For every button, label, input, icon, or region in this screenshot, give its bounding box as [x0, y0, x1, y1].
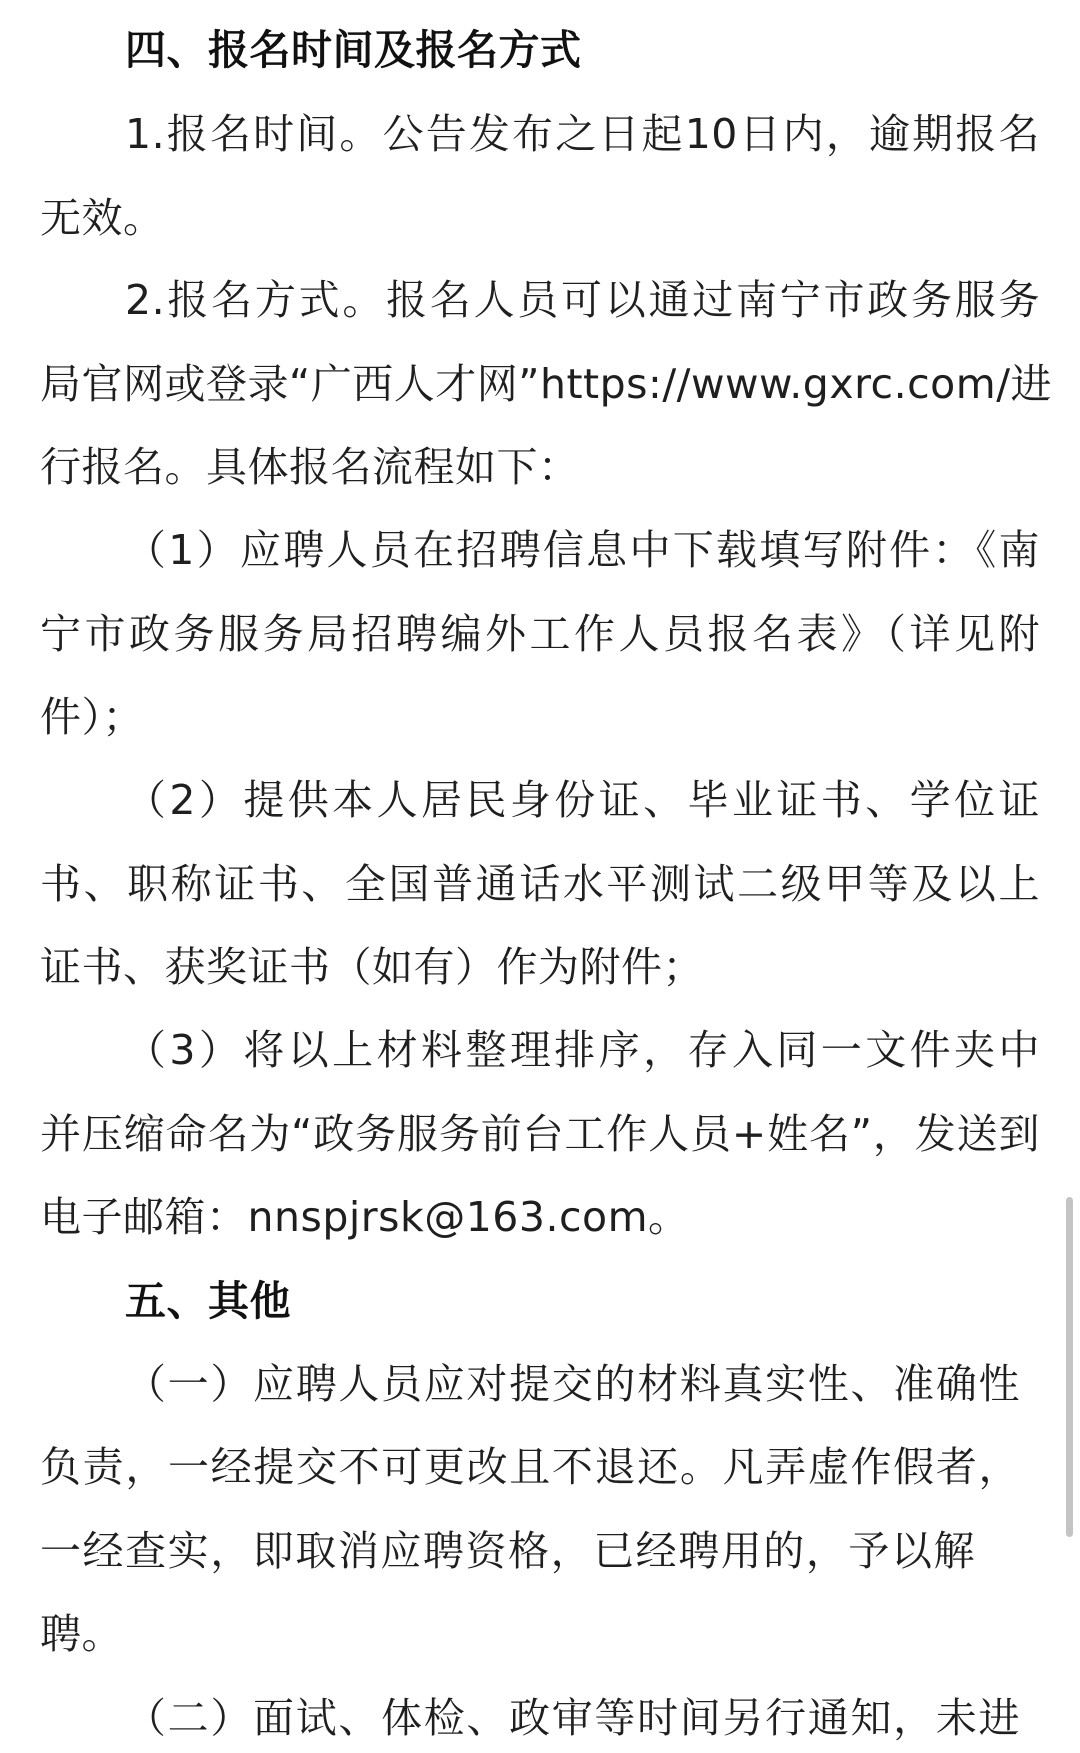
paragraph-line: 负责，一经提交不可更改且不退还。凡弄虚作假者， — [40, 1443, 1020, 1491]
section-heading-other: 五、其他 — [125, 1277, 291, 1325]
paragraph-line: 局官网或登录“广西人才网”https://www.gxrc.com/进 — [40, 360, 1053, 408]
paragraph-line: 1.报名时间。公告发布之日起10日内，逾期报名 — [125, 110, 1040, 158]
paragraph-line: （二）面试、体检、政审等时间另行通知，未进 — [125, 1694, 1020, 1742]
paragraph-line: 并压缩命名为“政务服务前台工作人员+姓名”，发送到 — [40, 1110, 1040, 1158]
paragraph-line: 一经查实，即取消应聘资格，已经聘用的，予以解 — [40, 1527, 975, 1575]
paragraph-line: 行报名。具体报名流程如下： — [40, 443, 580, 491]
paragraph-line: 宁市政务服务局招聘编外工作人员报名表》（详见附 — [40, 610, 1040, 658]
paragraph-line: 书、职称证书、全国普通话水平测试二级甲等及以上 — [40, 860, 1040, 908]
paragraph-line: 证书、获奖证书（如有）作为附件； — [40, 943, 704, 991]
section-heading-registration: 四、报名时间及报名方式 — [125, 26, 582, 74]
paragraph-line: （1）应聘人员在招聘信息中下载填写附件：《南 — [125, 526, 1040, 574]
paragraph-line-email: 电子邮箱：nnspjrsk@163.com。 — [40, 1193, 690, 1241]
scrollbar-thumb[interactable] — [1066, 1197, 1073, 1537]
paragraph-line: 件）； — [40, 693, 144, 741]
paragraph-line: （3）将以上材料整理排序，存入同一文件夹中 — [125, 1026, 1040, 1074]
paragraph-line: 2.报名方式。报名人员可以通过南宁市政务服务 — [125, 276, 1040, 324]
paragraph-line: （一）应聘人员应对提交的材料真实性、准确性 — [125, 1360, 1020, 1408]
paragraph-line: （2）提供本人居民身份证、毕业证书、学位证 — [125, 776, 1040, 824]
paragraph-line: 无效。 — [40, 194, 165, 242]
paragraph-line: 聘。 — [40, 1610, 123, 1658]
